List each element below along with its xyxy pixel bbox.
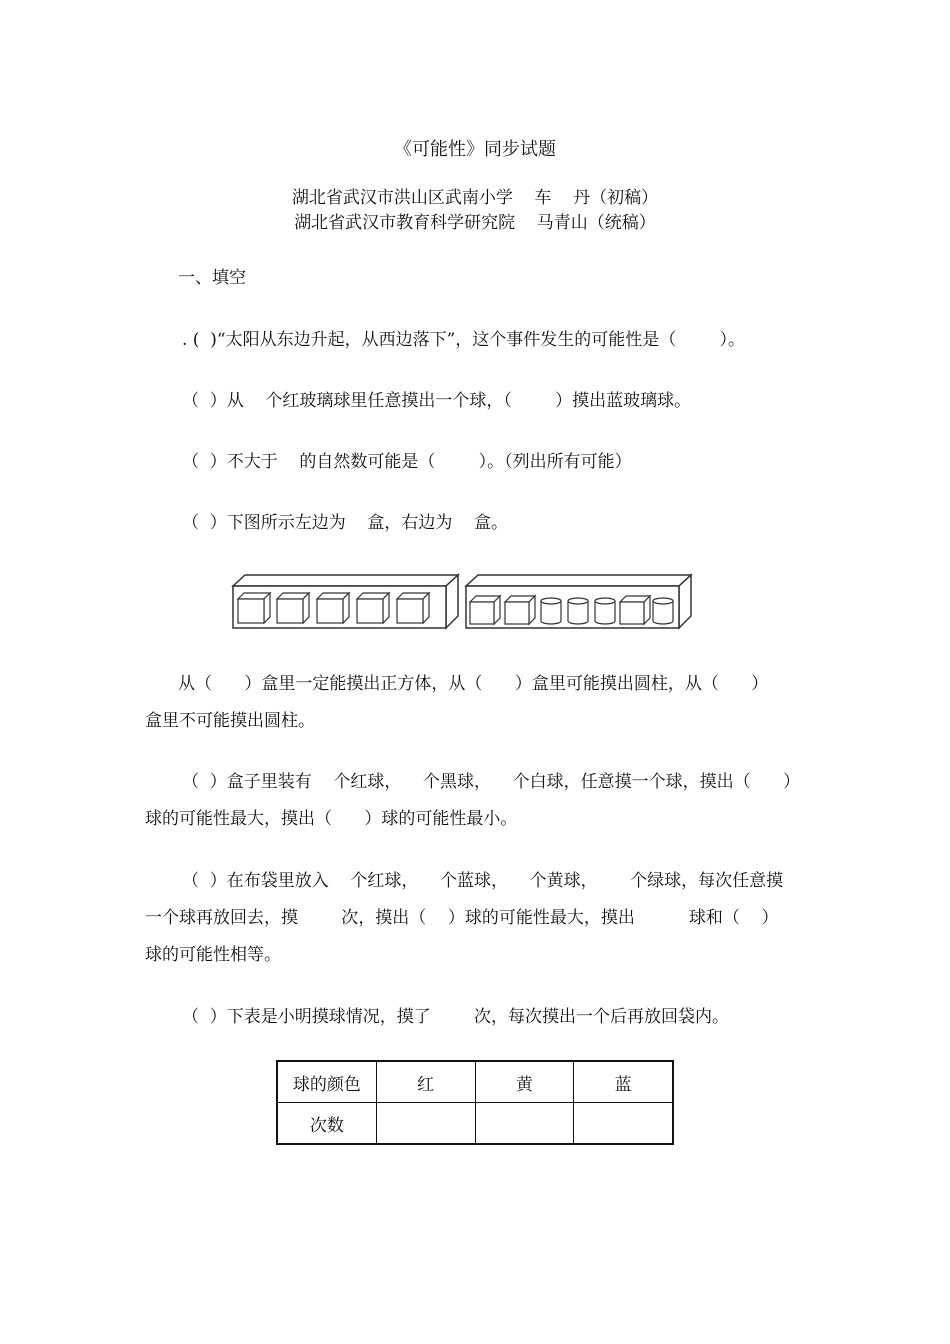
author-line-2: 湖北省武汉市教育科学研究院 马青山（统稿） bbox=[294, 213, 656, 233]
question-4: （ ）下图所示左边为 盒，右边为 盒。 bbox=[182, 513, 509, 533]
table-header-cell: 球的颜色 bbox=[277, 1061, 376, 1103]
question-2: （ ）从 个红玻璃球里任意摸出一个球，（ ）摸出蓝玻璃球。 bbox=[182, 391, 692, 411]
cylinder-icon bbox=[595, 598, 615, 624]
section-heading: 一、填空 bbox=[178, 268, 246, 288]
table-cell[interactable] bbox=[574, 1103, 673, 1145]
question-3: （ ）不大于 的自然数可能是（ ）。（列出所有可能） bbox=[182, 452, 632, 472]
cube-icon bbox=[505, 596, 535, 624]
cylinder-icon bbox=[653, 598, 673, 624]
question-5-line-1: （ ）盒子里装有 个红球， 个黑球， 个白球，任意摸一个球，摸出（ ） bbox=[182, 772, 801, 792]
question-6-line-1: （ ）在布袋里放入 个红球， 个蓝球， 个黄球， 个绿球，每次任意摸 bbox=[182, 871, 784, 891]
question-6-line-3: 球的可能性相等。 bbox=[145, 945, 281, 965]
cube-icon bbox=[277, 593, 309, 623]
cube-icon bbox=[470, 596, 500, 624]
right-box-top bbox=[466, 575, 691, 586]
table-header-cell: 红 bbox=[376, 1061, 475, 1103]
author-line-1: 湖北省武汉市洪山区武南小学 车 丹（初稿） bbox=[291, 188, 659, 208]
boxes-figure bbox=[230, 572, 695, 632]
cube-icon bbox=[238, 593, 270, 623]
table-header-cell: 黄 bbox=[475, 1061, 574, 1103]
table-row bbox=[277, 1103, 673, 1145]
question-1: . ( )“太阳从东边升起，从西边落下”，这个事件发生的可能性是（ ）。 bbox=[182, 330, 745, 350]
left-box-top bbox=[233, 575, 458, 586]
table-row bbox=[277, 1061, 673, 1103]
page-title: 《可能性》同步试题 bbox=[394, 139, 556, 160]
table-cell: 次数 bbox=[277, 1103, 376, 1145]
question-4-follow-2: 盒里不可能摸出圆柱。 bbox=[145, 711, 315, 731]
cube-icon bbox=[397, 593, 429, 623]
table-cell[interactable] bbox=[376, 1103, 475, 1145]
cube-icon bbox=[620, 596, 650, 624]
question-4-follow-1: 从（ ）盒里一定能摸出正方体，从（ ）盒里可能摸出圆柱，从（ ） bbox=[178, 674, 769, 694]
table-cell[interactable] bbox=[475, 1103, 574, 1145]
ball-count-table bbox=[276, 1060, 674, 1145]
question-6-line-2: 一个球再放回去，摸 次，摸出（ ）球的可能性最大，摸出 球和（ ） bbox=[145, 908, 779, 928]
cube-icon bbox=[357, 593, 389, 623]
cylinder-icon bbox=[568, 598, 588, 624]
cylinder-icon bbox=[541, 598, 561, 624]
table-header-cell: 蓝 bbox=[574, 1061, 673, 1103]
cube-icon bbox=[317, 593, 349, 623]
question-5-line-2: 球的可能性最大，摸出（ ）球的可能性最小。 bbox=[145, 809, 518, 829]
question-7: （ ）下表是小明摸球情况，摸了 次，每次摸出一个后再放回袋内。 bbox=[182, 1007, 730, 1027]
